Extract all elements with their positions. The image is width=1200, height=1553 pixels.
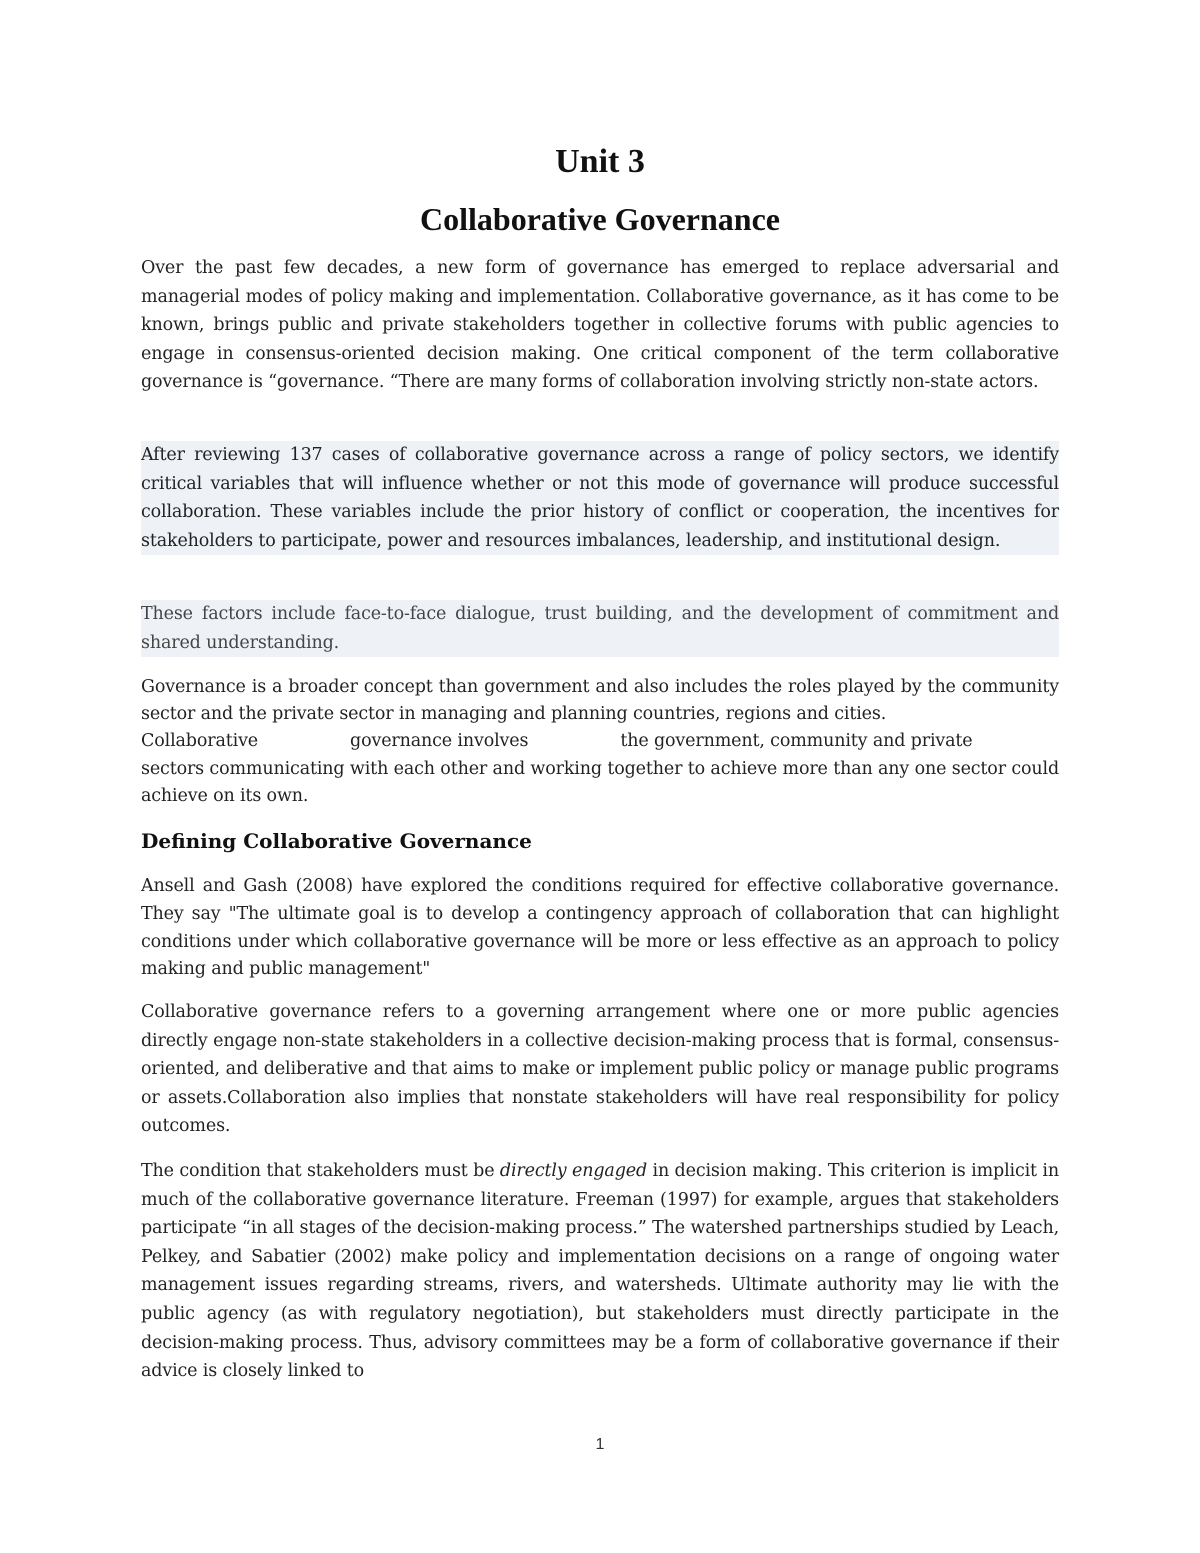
unit-title: Unit 3 xyxy=(555,143,645,180)
emphasis-directly-engaged: directly engaged xyxy=(499,1161,648,1181)
paragraph-governance-part-2: sectors communicating with each other and working together to achieve more than any one sector could achieve on its own. xyxy=(141,758,1059,806)
paragraph-factors-highlighted: These factors include face-to-face dialogue, trust building, and the development of commitment and shared understanding. xyxy=(141,600,1059,657)
paragraph-definition: Collaborative governance refers to a governing arrangement where one or more public agencies directly engage non-state stakeholders in a collective decision-making process that is formal, consensus-oriented, and deliberative and that aims to make or implement public policy or manage public programs or assets.Collaboration also implies that nonstate stakeholders will have real responsibility for policy outcomes. xyxy=(141,1002,1059,1137)
paragraph-directly-engaged-start: The condition that stakeholders must be xyxy=(141,1161,500,1181)
paragraph-governance-concept xyxy=(141,674,1059,810)
section-heading-defining: Defining Collaborative Governance xyxy=(141,829,532,853)
paragraph-directly-engaged-rest: in decision making. This criterion is implicit in much of the collaborative governance literature. Freeman (1997) for example, argues that stakeholders participate “in all stages of the decision-making process.” The watershed partnerships studied by Leach, Pelkey, and Sabatier (2002) make policy and implementation decisions on a range of ongoing water management issues regarding streams, rivers, and watersheds. Ultimate authority may lie with the public agency (as with regulatory negotiation), but stakeholders must directly participate in the decision-making process. Thus, advisory committees may be a form of collaborative governance if their advice is closely linked to xyxy=(141,1161,1059,1382)
paragraph-ansell-gash: Ansell and Gash (2008) have explored the conditions required for effective collaborative governance. They say "The ultimate goal is to develop a contingency approach of collaboration that can highlight conditions under which collaborative governance will be more or less effective as an approach to policy making and public management" xyxy=(141,876,1059,980)
main-title: Collaborative Governance xyxy=(420,201,780,237)
paragraph-cases-highlighted: After reviewing 137 cases of collaborative governance across a range of policy sectors, we identify critical variables that will influence whether or not this mode of governance will produce successful collaboration. These variables include the prior history of conflict or cooperation, the incentives for stakeholders to participate, power and resources imbalances, leadership, and institutional design. xyxy=(141,441,1059,555)
paragraph-intro: Over the past few decades, a new form of governance has emerged to replace adversarial and managerial modes of policy making and implementation. Collaborative governance, as it has come to be known, brings public and private stakeholders together in collective forums with public agencies to engage in consensus-oriented decision making. One critical component of the term collaborative governance is “governance. “There are many forms of collaboration involving strictly non-state actors. xyxy=(141,258,1059,393)
paragraph-directly-engaged xyxy=(141,1157,1059,1386)
page-number: 1 xyxy=(595,1436,605,1453)
paragraph-governance-gap-line: Collaborative governance involves the government, community and private xyxy=(141,731,973,752)
paragraph-governance-part-1: Governance is a broader concept than government and also includes the roles played by the community sector and the private sector in managing and planning countries, regions and cities. xyxy=(141,677,1059,725)
